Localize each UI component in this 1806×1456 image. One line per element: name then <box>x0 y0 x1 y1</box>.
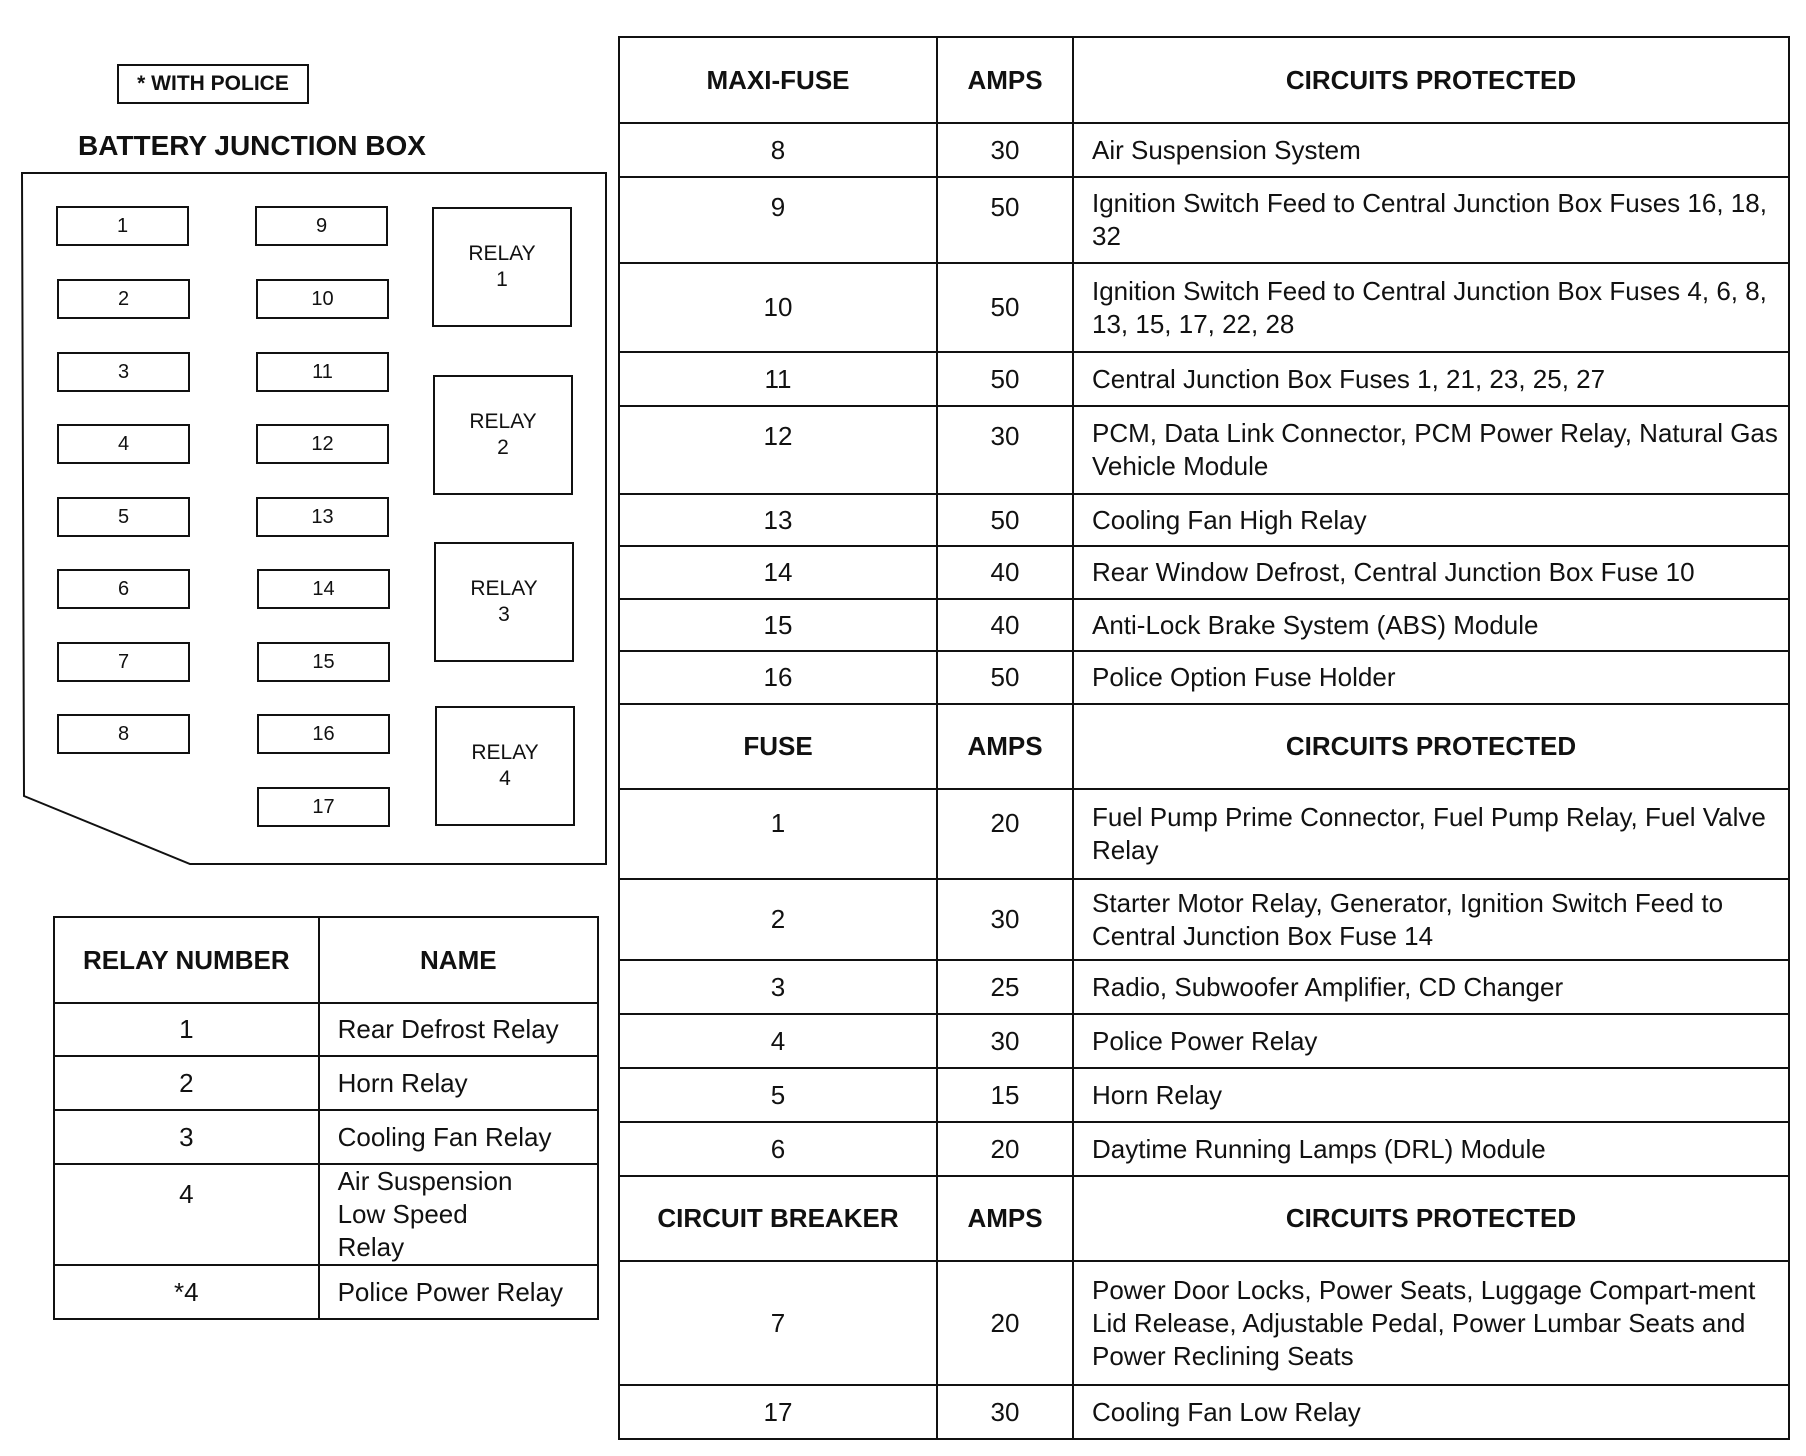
fuse-number-cell: 9 <box>619 177 937 263</box>
header-amps: AMPS <box>937 704 1073 789</box>
circuits-cell: Radio, Subwoofer Amplifier, CD Changer <box>1073 960 1789 1014</box>
circuits-cell: Ignition Switch Feed to Central Junction Box Fuses 16, 18, 32 <box>1073 177 1789 263</box>
fuse-number-cell: 13 <box>619 494 937 546</box>
relay-name-cell: Air Suspension Low Speed Relay <box>319 1164 598 1265</box>
circuits-cell: Daytime Running Lamps (DRL) Module <box>1073 1122 1789 1176</box>
fuse-number-cell: 6 <box>619 1122 937 1176</box>
fuse-number: 10 <box>311 288 334 310</box>
table-row <box>54 1164 598 1265</box>
header-circuits-protected: CIRCUITS PROTECTED <box>1073 37 1789 123</box>
header-amps: AMPS <box>937 1176 1073 1261</box>
fuse-number: 12 <box>311 433 334 455</box>
header-circuit-breaker: CIRCUIT BREAKER <box>619 1176 937 1261</box>
fuse-slot <box>57 497 190 537</box>
breaker-number-cell: 17 <box>619 1385 937 1439</box>
header-maxi-fuse: MAXI-FUSE <box>619 37 937 123</box>
table-row <box>619 263 1789 352</box>
fuse-number-cell: 10 <box>619 263 937 352</box>
circuits-cell: Central Junction Box Fuses 1, 21, 23, 25, 27 <box>1073 352 1789 406</box>
circuits-cell: Fuel Pump Prime Connector, Fuel Pump Relay, Fuel Valve Relay <box>1073 789 1789 879</box>
fuse-number: 16 <box>312 723 335 745</box>
fuse-number-cell: 14 <box>619 546 937 599</box>
fuse-number: 4 <box>117 433 130 455</box>
relay-name-cell: Rear Defrost Relay <box>319 1003 598 1056</box>
amps-cell: 50 <box>937 494 1073 546</box>
relay-number: 2 <box>497 436 509 459</box>
fuse-slot <box>257 714 390 754</box>
relay-slot-3 <box>434 542 574 662</box>
amps-cell: 30 <box>937 879 1073 960</box>
fuse-number-cell: 11 <box>619 352 937 406</box>
amps-cell: 15 <box>937 1068 1073 1122</box>
relay-number-cell: 2 <box>54 1056 319 1110</box>
battery-junction-box-title: BATTERY JUNCTION BOX <box>78 130 426 161</box>
header-circuits-protected: CIRCUITS PROTECTED <box>1073 1176 1789 1261</box>
fuse-number-cell: 16 <box>619 651 937 704</box>
circuits-cell: Rear Window Defrost, Central Junction Box Fuse 10 <box>1073 546 1789 599</box>
table-row <box>619 1261 1789 1385</box>
relay-number: 4 <box>499 767 511 790</box>
header-fuse: FUSE <box>619 704 937 789</box>
section-header-fuse <box>619 704 1789 789</box>
fuse-number-cell: 1 <box>619 789 937 879</box>
relay-slot-4 <box>435 706 575 826</box>
fuse-slot <box>255 206 388 246</box>
breaker-number-cell: 7 <box>619 1261 937 1385</box>
legend-text: * WITH POLICE <box>137 72 289 95</box>
table-row <box>54 1265 598 1319</box>
fuse-number: 2 <box>117 288 130 310</box>
fuse-slot <box>57 714 190 754</box>
fuse-number: 17 <box>312 796 335 818</box>
circuits-cell: Cooling Fan High Relay <box>1073 494 1789 546</box>
fuse-number: 13 <box>311 506 334 528</box>
circuits-cell: Starter Motor Relay, Generator, Ignition Switch Feed to Central Junction Box Fuse 14 <box>1073 879 1789 960</box>
table-row <box>54 1110 598 1164</box>
relay-slot-2 <box>433 375 573 495</box>
table-row <box>619 960 1789 1014</box>
fuse-slot <box>256 424 389 464</box>
table-row <box>619 789 1789 879</box>
fuse-slot <box>57 279 190 319</box>
fuse-number-cell: 8 <box>619 123 937 177</box>
fuse-number-cell: 4 <box>619 1014 937 1068</box>
relay-number-cell: 3 <box>54 1110 319 1164</box>
fuse-slot <box>57 569 190 609</box>
fuse-number: 9 <box>315 215 328 237</box>
circuits-cell: Horn Relay <box>1073 1068 1789 1122</box>
fuse-slot <box>256 279 389 319</box>
fuse-table <box>618 36 1790 1440</box>
amps-cell: 30 <box>937 1014 1073 1068</box>
header-name: NAME <box>319 917 598 1003</box>
relay-number-cell: 4 <box>54 1164 319 1265</box>
fuse-number: 14 <box>312 578 335 600</box>
fuse-number-cell: 2 <box>619 879 937 960</box>
relay-label: RELAY <box>469 410 537 433</box>
fuse-number-cell: 12 <box>619 406 937 494</box>
relay-name-cell: Police Power Relay <box>319 1265 598 1319</box>
circuits-cell: Cooling Fan Low Relay <box>1073 1385 1789 1439</box>
table-row <box>619 1122 1789 1176</box>
table-row <box>619 123 1789 177</box>
circuits-cell: Anti-Lock Brake System (ABS) Module <box>1073 599 1789 651</box>
fuse-number-cell: 3 <box>619 960 937 1014</box>
fuse-slot <box>257 642 390 682</box>
amps-cell: 50 <box>937 651 1073 704</box>
table-row <box>619 879 1789 960</box>
table-row <box>619 352 1789 406</box>
amps-cell: 40 <box>937 546 1073 599</box>
header-amps: AMPS <box>937 37 1073 123</box>
fuse-number: 1 <box>116 215 129 237</box>
amps-cell: 40 <box>937 599 1073 651</box>
fuse-number-cell: 15 <box>619 599 937 651</box>
relay-label: RELAY <box>468 242 536 265</box>
relay-name-cell: Cooling Fan Relay <box>319 1110 598 1164</box>
table-row <box>619 494 1789 546</box>
header-circuits-protected: CIRCUITS PROTECTED <box>1073 704 1789 789</box>
table-row <box>619 406 1789 494</box>
section-header-circuit-breaker <box>619 1176 1789 1261</box>
fuse-slot <box>257 569 390 609</box>
relay-slot-1 <box>432 207 572 327</box>
circuits-cell: Police Option Fuse Holder <box>1073 651 1789 704</box>
fuse-slot <box>57 352 190 392</box>
relay-table-header <box>54 917 598 1003</box>
amps-cell: 25 <box>937 960 1073 1014</box>
amps-cell: 30 <box>937 1385 1073 1439</box>
police-legend <box>117 64 309 104</box>
fuse-number: 11 <box>312 361 333 383</box>
relay-label: RELAY <box>471 741 539 764</box>
table-row <box>619 546 1789 599</box>
table-row <box>54 1056 598 1110</box>
fuse-slot <box>256 497 389 537</box>
table-row <box>619 1068 1789 1122</box>
header-relay-number: RELAY NUMBER <box>54 917 319 1003</box>
fuse-slot <box>57 642 190 682</box>
fuse-slot <box>256 352 389 392</box>
circuits-cell: PCM, Data Link Connector, PCM Power Relay, Natural Gas Vehicle Module <box>1073 406 1789 494</box>
amps-cell: 30 <box>937 123 1073 177</box>
section-header-maxi-fuse <box>619 37 1789 123</box>
fuse-number: 15 <box>312 651 335 673</box>
relay-number: 3 <box>498 603 510 626</box>
table-row <box>619 599 1789 651</box>
fuse-number: 6 <box>117 578 130 600</box>
circuits-cell: Police Power Relay <box>1073 1014 1789 1068</box>
table-row <box>54 1003 598 1056</box>
amps-cell: 20 <box>937 1122 1073 1176</box>
circuits-cell: Air Suspension System <box>1073 123 1789 177</box>
fuse-number: 3 <box>117 361 130 383</box>
circuits-cell: Ignition Switch Feed to Central Junction Box Fuses 4, 6, 8, 13, 15, 17, 22, 28 <box>1073 263 1789 352</box>
table-row <box>619 1385 1789 1439</box>
amps-cell: 50 <box>937 177 1073 263</box>
relay-table <box>53 916 599 1320</box>
fuse-number: 5 <box>117 506 130 528</box>
table-row <box>619 177 1789 263</box>
fuse-number: 7 <box>117 651 130 673</box>
amps-cell: 50 <box>937 352 1073 406</box>
fuse-slot <box>57 424 190 464</box>
amps-cell: 50 <box>937 263 1073 352</box>
table-row <box>619 651 1789 704</box>
relay-number: 1 <box>496 268 508 291</box>
circuits-cell: Power Door Locks, Power Seats, Luggage Compart-ment Lid Release, Adjustable Pedal, Power Lumbar Seats and Power Reclining Seats <box>1073 1261 1789 1385</box>
relay-number-cell: *4 <box>54 1265 319 1319</box>
amps-cell: 30 <box>937 406 1073 494</box>
table-row <box>619 1014 1789 1068</box>
relay-number-cell: 1 <box>54 1003 319 1056</box>
fuse-slot <box>257 787 390 827</box>
fuse-slot <box>56 206 189 246</box>
amps-cell: 20 <box>937 1261 1073 1385</box>
fuse-number-cell: 5 <box>619 1068 937 1122</box>
relay-name-cell: Horn Relay <box>319 1056 598 1110</box>
relay-label: RELAY <box>470 577 538 600</box>
amps-cell: 20 <box>937 789 1073 879</box>
fuse-number: 8 <box>117 723 130 745</box>
